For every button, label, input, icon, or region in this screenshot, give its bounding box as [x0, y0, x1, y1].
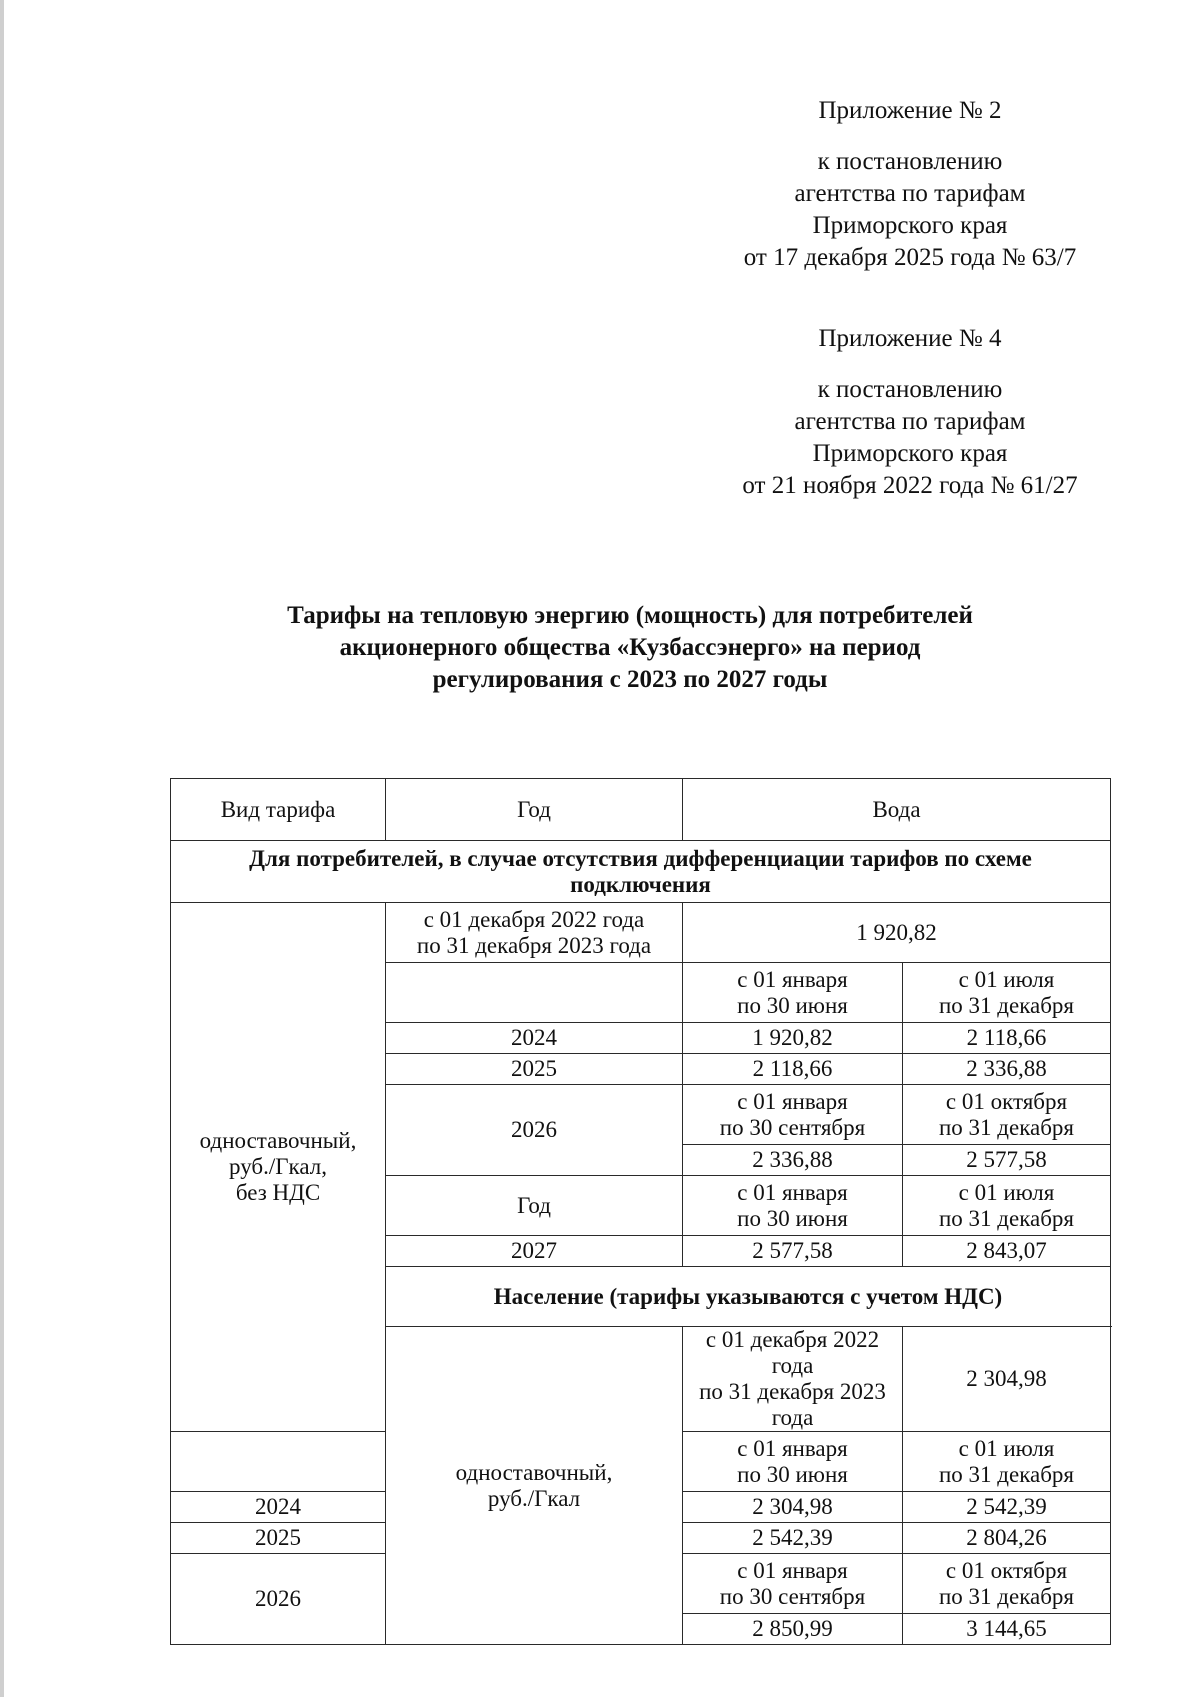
year-cell: 2026 [386, 1085, 683, 1176]
value-cell: 1 920,82 [683, 1023, 903, 1054]
year-cell: 2024 [386, 1023, 683, 1054]
half-year-header-2: с 01 июля по 31 декабря [903, 1432, 1111, 1492]
value-cell: 2 304,98 [683, 1492, 903, 1523]
year-cell: 2027 [386, 1236, 683, 1267]
title-line: акционерного общества «Кузбассэнерго» на период [339, 634, 921, 661]
appendix-line: к постановлению [817, 148, 1003, 175]
half-year-header-2: с 01 июля по 31 декабря [903, 1176, 1111, 1236]
header-water: Вода [683, 779, 1111, 841]
table-header-row [171, 779, 1111, 841]
year-cell: 2026 [171, 1554, 386, 1645]
period-cell: с 01 декабря 2022 года по 31 декабря 2023 года [386, 903, 683, 963]
section-row [171, 841, 1111, 903]
value-cell: 2 118,66 [903, 1023, 1111, 1054]
table-row [171, 903, 1111, 963]
half-year-header-1: с 01 января по 30 июня [683, 1432, 903, 1492]
period-header-1: с 01 января по 30 сентября [683, 1085, 903, 1145]
half-year-header-1: с 01 января по 30 июня [683, 1176, 903, 1236]
section-title-no-differentiation: Для потребителей, в случае отсутствия дифференциации тарифов по схеме подключения [171, 841, 1111, 903]
value-cell: 3 144,65 [903, 1614, 1111, 1645]
appendix-line: агентства по тарифам [794, 180, 1026, 207]
appendix-line: Приморского края [812, 212, 1008, 239]
year-cell: 2024 [171, 1492, 386, 1523]
appendix-2-header [710, 95, 1110, 274]
period-header-1: с 01 января по 30 сентября [683, 1554, 903, 1614]
period-header-2: с 01 октября по 31 декабря [903, 1085, 1111, 1145]
section-title-population: Население (тарифы указываются с учетом НДС) [386, 1267, 1111, 1327]
header-year: Год [386, 779, 683, 841]
value-cell: 2 577,58 [903, 1145, 1111, 1176]
appendix-title: Приложение № 4 [818, 325, 1002, 352]
appendix-line: Приморского края [812, 440, 1008, 467]
title-line: регулирования с 2023 по 2027 годы [432, 666, 828, 693]
empty-year-cell [171, 1432, 386, 1492]
half-year-header-1: с 01 января по 30 июня [683, 963, 903, 1023]
value-cell: 2 804,26 [903, 1523, 1111, 1554]
appendix-line: к постановлению [817, 376, 1003, 403]
period-cell: с 01 декабря 2022 года по 31 декабря 2023 года [683, 1327, 903, 1432]
appendix-line: от 21 ноября 2022 года № 61/27 [742, 472, 1078, 499]
value-cell: 2 118,66 [683, 1054, 903, 1085]
scan-page-edge [0, 0, 4, 1697]
title-line: Тарифы на тепловую энергию (мощность) для потребителей [287, 602, 973, 629]
appendix-4-header [710, 323, 1110, 502]
tariff-type-cell: одноставочный, руб./Гкал [386, 1327, 683, 1645]
value-cell: 2 577,58 [683, 1236, 903, 1267]
appendix-title: Приложение № 2 [818, 97, 1002, 124]
value-cell: 2 542,39 [683, 1523, 903, 1554]
document-title [190, 600, 1070, 696]
header-tariff-type: Вид тарифа [171, 779, 386, 841]
empty-year-cell [386, 963, 683, 1023]
half-year-header-2: с 01 июля по 31 декабря [903, 963, 1111, 1023]
tariff-type-cell: одноставочный, руб./Гкал, без НДС [171, 903, 386, 1432]
tariff-table [170, 778, 1111, 1645]
appendix-line: от 17 декабря 2025 года № 63/7 [743, 244, 1077, 271]
appendix-line: агентства по тарифам [794, 408, 1026, 435]
period-header-2: с 01 октября по 31 декабря [903, 1554, 1111, 1614]
value-cell: 2 336,88 [903, 1054, 1111, 1085]
value-cell: 2 843,07 [903, 1236, 1111, 1267]
value-cell: 1 920,82 [683, 903, 1111, 963]
year-label-cell: Год [386, 1176, 683, 1236]
year-cell: 2025 [171, 1523, 386, 1554]
value-cell: 2 850,99 [683, 1614, 903, 1645]
value-cell: 2 336,88 [683, 1145, 903, 1176]
value-cell: 2 304,98 [903, 1327, 1111, 1432]
value-cell: 2 542,39 [903, 1492, 1111, 1523]
year-cell: 2025 [386, 1054, 683, 1085]
